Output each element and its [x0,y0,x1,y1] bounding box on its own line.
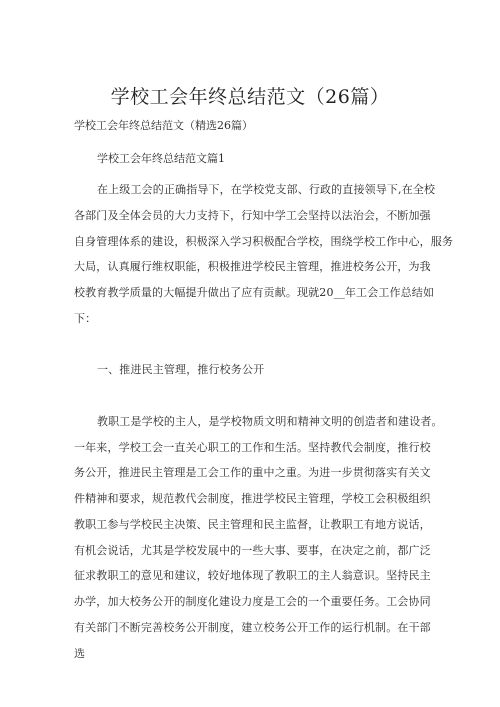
paragraph-line: 务公开，推进民主管理是工会工作的重中之重。为进一步贯彻落实有关文 [74,466,431,480]
spacer [74,387,453,413]
section-title: 学校工会年终总结范文篇1 [97,152,225,165]
document-subtitle: 学校工会年终总结范文（精选26篇） [74,119,253,132]
document-title: 学校工会年终总结范文（26篇） [110,86,390,108]
section-heading: 一、推进民主管理，推行校务公开 [97,363,265,377]
paragraph-line: 选 [74,646,86,660]
paragraph-line: 校教育教学质量的大幅提升做出了应有贡献。现就20__年工会工作总结如 [74,286,435,299]
spacer [74,336,453,362]
paragraph-line: 件精神和要求，规范教代会制度，推进学校民主管理，学校工会积极组织 [74,492,431,505]
paragraph-line: 一年来，学校工会一直关心职工的工作和生活。坚持教代会制度，推行校 [74,440,431,454]
paragraph-line: 自身管理体系的建设，积极深入学习积极配合学校，围绕学校工作中心，服务 [74,234,454,248]
paragraph-line: 征求教职工的意见和建议，较好地体现了教职工的主人翁意识。坚持民主 [74,569,431,583]
paragraph-line: 教职工参与学校民主决策、民主管理和民主监督，让教职工有地方说话， [74,517,431,531]
paragraph-line: 各部门及全体会员的大力支持下，行知中学工会坚持以法治会，不断加强 [74,208,431,222]
paragraph-line: 下： [74,311,97,325]
paragraph-line: 教职工是学校的主人，是学校物质文明和精神文明的创造者和建设者。 [97,414,443,428]
paragraph-line: 有机会说话，尤其是学校发展中的一些大事、要事，在决定之前，都广泛 [74,543,431,557]
paragraph-line: 大局，认真履行维权职能，积极推进学校民主管理，推进校务公开，为我 [74,260,431,274]
paragraph-line: 有关部门不断完善校务公开制度，建立校务公开工作的运行机制。在干部 [74,620,431,634]
body-text [74,181,453,670]
paragraph-line: 在上级工会的正确指导下，在学校党支部、行政的直接领导下,在全校 [97,183,436,196]
paragraph-line: 办学，加大校务公开的制度化建设力度是工会的一个重要任务。工会协同 [74,595,431,608]
